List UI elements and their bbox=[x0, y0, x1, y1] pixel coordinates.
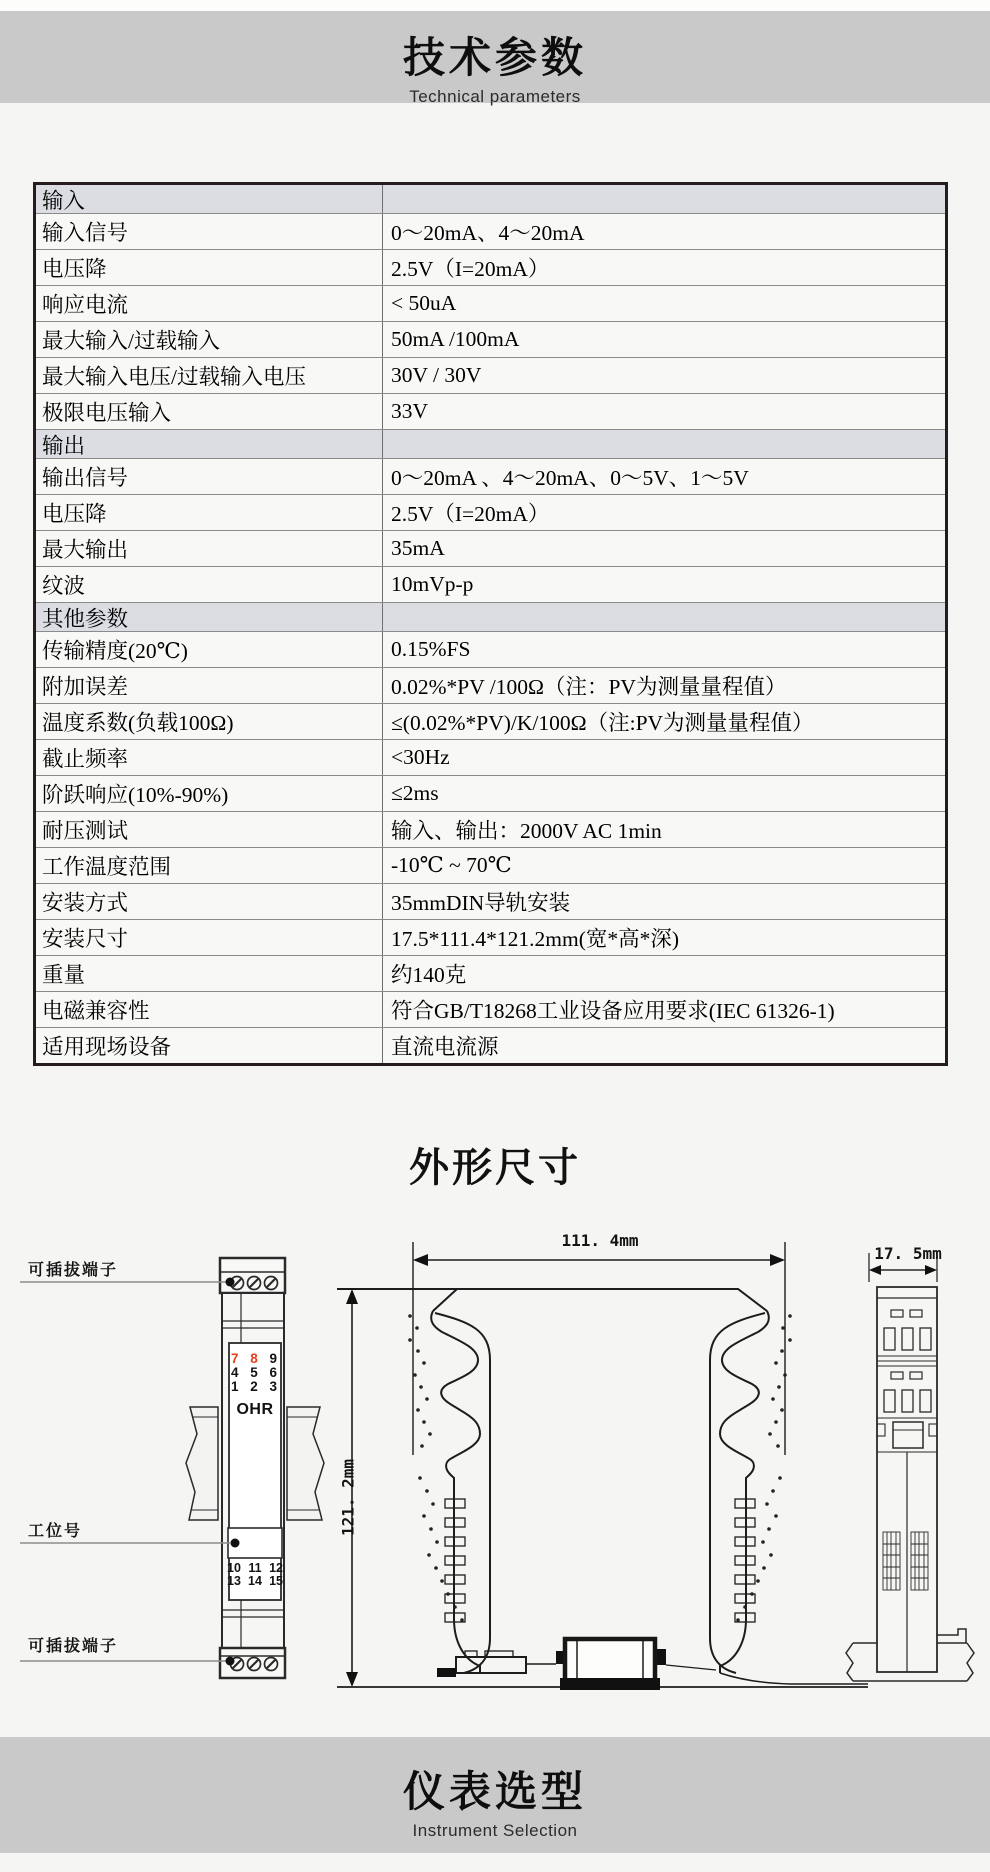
terminal-number: 8 bbox=[250, 1351, 258, 1366]
terminal-number: 7 bbox=[231, 1351, 239, 1366]
table-row bbox=[36, 530, 945, 566]
param-value bbox=[383, 603, 945, 631]
terminal-number: 10 bbox=[227, 1561, 241, 1575]
param-value bbox=[383, 430, 945, 458]
table-row bbox=[36, 249, 945, 285]
table-row bbox=[36, 285, 945, 321]
param-label: 安装方式 bbox=[36, 884, 383, 919]
top-view-drawing bbox=[846, 1253, 974, 1681]
table-row bbox=[36, 775, 945, 811]
param-value bbox=[383, 185, 945, 213]
terminal-number: 13 bbox=[227, 1574, 241, 1588]
table-row bbox=[36, 393, 945, 429]
param-value: 50mA /100mA bbox=[391, 327, 520, 351]
footer-subtitle: Instrument Selection bbox=[412, 1821, 578, 1840]
housing-right-wall bbox=[710, 1311, 868, 1684]
table-row bbox=[36, 1027, 945, 1063]
screw-icons-top bbox=[231, 1277, 278, 1290]
housing-left-wall bbox=[431, 1311, 490, 1673]
table-row bbox=[36, 847, 945, 883]
table-row bbox=[36, 566, 945, 602]
table-row bbox=[36, 494, 945, 530]
param-label: 极限电压输入 bbox=[36, 394, 383, 429]
param-label: 输入 bbox=[36, 185, 383, 213]
terminal-numbers-bottom bbox=[227, 1562, 283, 1588]
param-label: 安装尺寸 bbox=[36, 920, 383, 955]
param-label: 电磁兼容性 bbox=[36, 992, 383, 1027]
param-label: 最大输入电压/过载输入电压 bbox=[36, 358, 383, 393]
page-title: 技术参数 bbox=[402, 34, 587, 81]
station-number-label: 工位号 bbox=[28, 1523, 83, 1540]
param-value: 0.15%FS bbox=[391, 637, 471, 661]
param-value: 2.5V（I=20mA） bbox=[391, 257, 550, 281]
param-value: 35mA bbox=[391, 536, 445, 560]
rail-cross-section bbox=[437, 1651, 556, 1677]
param-value: <30Hz bbox=[391, 745, 450, 769]
terminal-number: 3 bbox=[269, 1379, 277, 1394]
param-value: 2.5V（I=20mA） bbox=[391, 502, 550, 526]
table-row bbox=[36, 667, 945, 703]
param-value: 10mVp-p bbox=[391, 572, 474, 596]
footer-title: 仪表选型 bbox=[402, 1768, 587, 1815]
dimension-drawings bbox=[0, 1220, 990, 1720]
terminal-number: 2 bbox=[250, 1379, 258, 1394]
hatch-dots bbox=[408, 1314, 792, 1622]
top-white-strip bbox=[0, 0, 990, 11]
terminal-number: 6 bbox=[269, 1365, 277, 1380]
table-row bbox=[36, 213, 945, 249]
din-clip-block bbox=[556, 1639, 716, 1690]
terminal-numbers-top bbox=[231, 1352, 277, 1394]
leader-dot-top bbox=[226, 1278, 235, 1287]
table-row bbox=[36, 703, 945, 739]
param-value: 输入、输出：2000V AC 1min bbox=[391, 819, 662, 843]
table-row bbox=[36, 631, 945, 667]
param-label: 重量 bbox=[36, 956, 383, 991]
param-label: 最大输出 bbox=[36, 531, 383, 566]
param-label: 输出 bbox=[36, 430, 383, 458]
dimension-depth-label: 17. 5mm bbox=[874, 1244, 942, 1263]
param-value: 30V / 30V bbox=[391, 363, 482, 387]
param-value: 符合GB/T18268工业设备应用要求(IEC 61326-1) bbox=[391, 999, 835, 1023]
param-label: 响应电流 bbox=[36, 286, 383, 321]
table-row bbox=[36, 357, 945, 393]
table-section-row bbox=[36, 429, 945, 458]
leader-dot-middle bbox=[231, 1539, 240, 1548]
terminal-number: 5 bbox=[250, 1365, 258, 1380]
param-label: 阶跃响应(10%-90%) bbox=[36, 776, 383, 811]
table-row bbox=[36, 321, 945, 357]
brand-logo: OHR bbox=[236, 1401, 274, 1418]
dimension-height-label: 121. 2mm bbox=[338, 1458, 358, 1537]
page-subtitle: Technical parameters bbox=[409, 87, 581, 106]
param-value: ≤2ms bbox=[391, 781, 439, 805]
screw-icons-bottom bbox=[231, 1658, 278, 1671]
param-label: 附加误差 bbox=[36, 668, 383, 703]
param-value: -10℃ ~ 70℃ bbox=[391, 853, 512, 877]
param-label: 截止频率 bbox=[36, 740, 383, 775]
table-section-row bbox=[36, 602, 945, 631]
param-value: 0.02%*PV /100Ω（注：PV为测量量程值） bbox=[391, 675, 787, 699]
param-label: 其他参数 bbox=[36, 603, 383, 631]
param-value: 33V bbox=[391, 399, 429, 423]
param-value: ≤(0.02%*PV)/K/100Ω（注:PV为测量量程值） bbox=[391, 711, 814, 735]
leader-dot-bottom bbox=[226, 1657, 235, 1666]
terminal-number: 14 bbox=[248, 1574, 262, 1588]
pluggable-terminal-label-top: 可插拔端子 bbox=[28, 1262, 119, 1279]
terminal-number: 11 bbox=[248, 1561, 262, 1575]
pluggable-terminal-label-bottom: 可插拔端子 bbox=[28, 1638, 119, 1655]
dimension-section-title: 外形尺寸 bbox=[409, 1146, 581, 1190]
terminal-number: 9 bbox=[269, 1351, 277, 1366]
param-label: 耐压测试 bbox=[36, 812, 383, 847]
table-row bbox=[36, 955, 945, 991]
param-value: 0～20mA 、4～20mA、0～5V、1～5V bbox=[391, 466, 749, 490]
terminal-block-top bbox=[220, 1258, 285, 1293]
param-value: 直流电流源 bbox=[391, 1035, 499, 1059]
param-label: 最大输入/过载输入 bbox=[36, 322, 383, 357]
table-row bbox=[36, 991, 945, 1027]
terminal-number: 4 bbox=[231, 1365, 239, 1380]
param-value: 0～20mA、4～20mA bbox=[391, 221, 585, 245]
terminal-number: 1 bbox=[231, 1379, 239, 1394]
param-label: 工作温度范围 bbox=[36, 848, 383, 883]
param-label: 适用现场设备 bbox=[36, 1028, 383, 1063]
footer-band bbox=[0, 1737, 990, 1853]
dimension-width-label: 111. 4mm bbox=[561, 1231, 639, 1250]
side-view-drawing bbox=[337, 1242, 868, 1690]
table-row bbox=[36, 739, 945, 775]
header-band bbox=[0, 11, 990, 106]
terminal-number: 12 bbox=[269, 1561, 283, 1575]
narrow-module bbox=[877, 1287, 937, 1672]
spec-table bbox=[33, 182, 948, 1066]
param-label: 电压降 bbox=[36, 250, 383, 285]
param-label: 温度系数(负载100Ω) bbox=[36, 704, 383, 739]
param-label: 输入信号 bbox=[36, 214, 383, 249]
param-label: 电压降 bbox=[36, 495, 383, 530]
table-row bbox=[36, 919, 945, 955]
table-row bbox=[36, 458, 945, 494]
param-label: 传输精度(20℃) bbox=[36, 632, 383, 667]
table-section-row bbox=[36, 185, 945, 213]
terminal-number: 15 bbox=[269, 1574, 283, 1588]
param-value: < 50uA bbox=[391, 291, 457, 315]
param-value: 35mmDIN导轨安装 bbox=[391, 891, 571, 915]
param-label: 纹波 bbox=[36, 567, 383, 602]
param-value: 约140克 bbox=[391, 963, 467, 987]
module-front-body bbox=[222, 1293, 284, 1648]
front-view-drawing bbox=[20, 1258, 324, 1678]
param-label: 输出信号 bbox=[36, 459, 383, 494]
table-row bbox=[36, 883, 945, 919]
table-row bbox=[36, 811, 945, 847]
param-value: 17.5*111.4*121.2mm(宽*高*深) bbox=[391, 927, 680, 951]
drawings-svg bbox=[0, 1220, 990, 1720]
